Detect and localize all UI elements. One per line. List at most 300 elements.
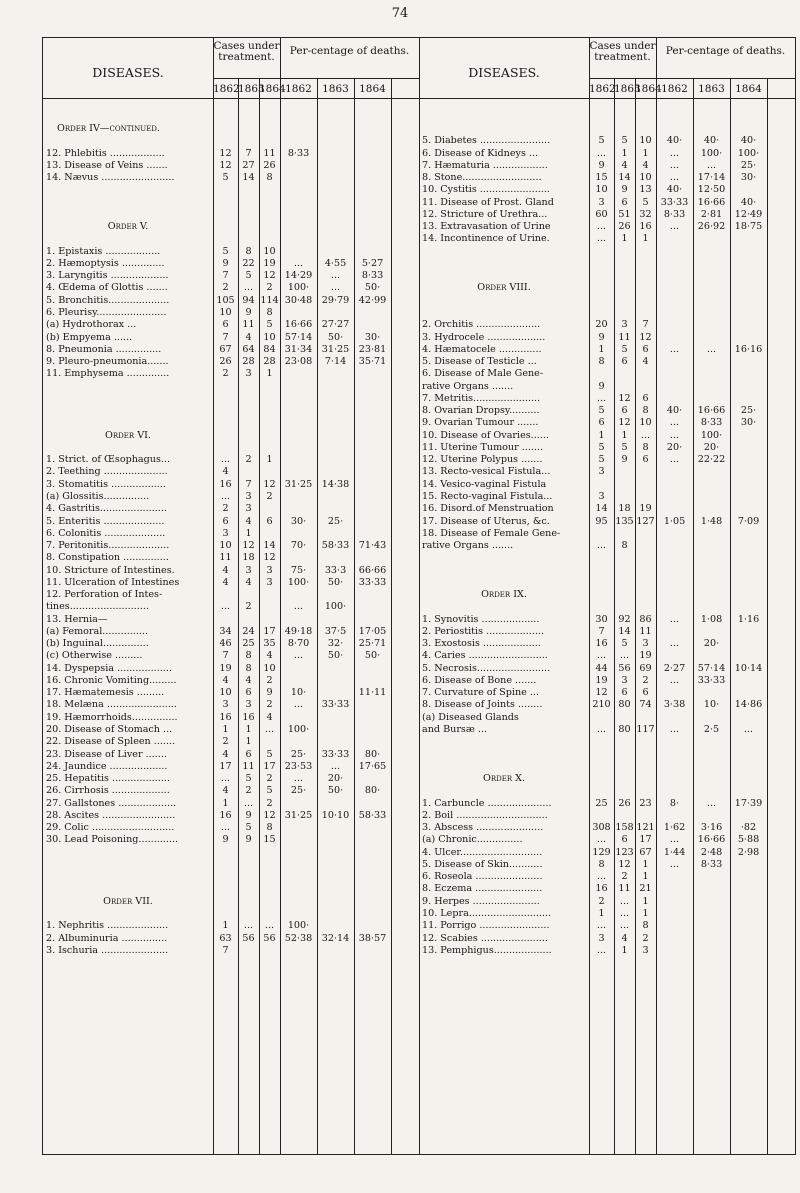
disease-name: 12. Perforation of Intes-: [46, 589, 163, 601]
table-row: [419, 614, 795, 626]
case-count: 5: [621, 441, 628, 453]
case-count: 9: [621, 454, 628, 466]
case-count: 6: [642, 454, 649, 466]
disease-name: 8. Disease of Joints ........: [422, 699, 543, 711]
death-percent: 42·99: [358, 294, 387, 306]
death-percent: 50·: [364, 282, 381, 294]
case-count: 12: [219, 147, 232, 159]
diseases-header: DISEASES.: [92, 65, 164, 80]
case-count: 16: [595, 638, 608, 650]
death-percent: 33·33: [660, 196, 689, 208]
case-count: 4: [245, 576, 252, 588]
case-count: 129: [592, 846, 611, 858]
case-count: 16: [639, 221, 652, 233]
table-row: [419, 442, 795, 454]
disease-name: 29. Colic ...........................: [46, 822, 175, 834]
disease-name: (b) Empyema ......: [46, 331, 133, 343]
death-percent: 100·: [287, 920, 310, 932]
table-row: [419, 344, 795, 356]
case-count: 1: [222, 797, 229, 809]
case-count: 12: [263, 478, 276, 490]
disease-name: 18. Disease of Female Gene-: [422, 527, 561, 539]
death-percent: 8·33: [700, 417, 723, 429]
case-count: 30: [595, 613, 608, 625]
disease-name: 3. Ischuria ......................: [46, 944, 169, 956]
header-rule: [43, 98, 419, 99]
disease-name: 3. Abscess ......................: [422, 822, 544, 834]
death-percent: 66·66: [358, 564, 387, 576]
case-count: 20: [595, 319, 608, 331]
case-count: 6: [621, 687, 628, 699]
disease-name: 13. Disease of Veins .......: [46, 159, 168, 171]
right-half: [419, 38, 795, 1154]
death-percent: 8·70: [287, 638, 310, 650]
death-percent: 16·16: [734, 343, 763, 355]
case-count: 1: [245, 527, 252, 539]
case-count: 19: [595, 674, 608, 686]
death-percent: 50·: [327, 785, 344, 797]
table-row: [419, 565, 795, 577]
table-row: [43, 785, 419, 797]
case-count: 12: [618, 417, 631, 429]
case-count: ...: [596, 871, 607, 883]
case-count: 3: [245, 503, 252, 515]
case-count: 6: [642, 392, 649, 404]
case-count: 2: [222, 503, 229, 515]
case-count: 5: [222, 245, 229, 257]
disease-name: 23. Disease of Liver .......: [46, 748, 167, 760]
order-heading: Order VII.: [103, 895, 153, 907]
case-count: 56: [242, 932, 255, 944]
death-percent: 30·: [364, 331, 381, 343]
case-count: ...: [264, 920, 275, 932]
case-count: 2: [266, 699, 273, 711]
disease-name: 4. Gastritis......................: [46, 503, 167, 515]
table-row: [43, 859, 419, 871]
disease-name: 2. Albuminuria ...............: [46, 932, 168, 944]
case-count: ...: [220, 773, 231, 785]
table-row: [43, 246, 419, 258]
case-count: 2: [245, 785, 252, 797]
disease-name: (a) Chronic...............: [422, 834, 523, 846]
disease-name: 5. Diabetes .......................: [422, 135, 551, 147]
case-count: 24: [242, 625, 255, 637]
table-row: [419, 160, 795, 172]
disease-name: (a) Diseased Glands: [422, 711, 519, 723]
death-percent: 25·: [290, 785, 307, 797]
table-row: [419, 859, 795, 871]
death-percent: 31·25: [284, 809, 313, 821]
death-percent: 50·: [364, 650, 381, 662]
table-row: [419, 332, 795, 344]
table-row: [419, 663, 795, 675]
disease-name: 13. Hernia—: [46, 613, 108, 625]
case-count: 11: [639, 625, 652, 637]
table-row: [43, 160, 419, 172]
case-count: 8: [642, 405, 649, 417]
case-count: 10: [639, 135, 652, 147]
death-percent: 18·75: [734, 221, 763, 233]
percent-header: Per-centage of deaths.: [665, 45, 786, 57]
case-count: 9: [245, 809, 252, 821]
death-percent: 25·: [740, 405, 757, 417]
disease-name: 4. Hæmatocele ..............: [422, 343, 542, 355]
death-percent: 16·66: [284, 319, 313, 331]
disease-name: 9. Ovarian Tumour .......: [422, 417, 539, 429]
case-count: 5: [598, 441, 605, 453]
disease-name: rative Organs .......: [422, 380, 514, 392]
death-percent: ...: [293, 773, 304, 785]
death-percent: 1·16: [737, 613, 760, 625]
table-row: [43, 810, 419, 822]
disease-name: 14. Incontinence of Urine.: [422, 233, 550, 245]
disease-name: 7. Metritis......................: [422, 392, 541, 404]
case-count: 6: [621, 405, 628, 417]
death-percent: 1·48: [700, 515, 723, 527]
disease-name: 2. Hæmoptysis ..............: [46, 257, 165, 269]
death-percent: 20·: [327, 773, 344, 785]
case-count: ...: [596, 724, 607, 736]
table-row: [419, 810, 795, 822]
case-count: 8: [598, 858, 605, 870]
death-percent: 75·: [290, 564, 307, 576]
table-row: [43, 834, 419, 846]
case-count: 12: [639, 331, 652, 343]
case-count: 8: [266, 822, 273, 834]
table-row: [43, 503, 419, 515]
death-percent: 52·38: [284, 932, 313, 944]
case-count: 10: [595, 184, 608, 196]
death-percent: ...: [330, 270, 341, 282]
death-percent: ...: [669, 429, 680, 441]
case-count: 9: [245, 834, 252, 846]
case-count: ...: [596, 233, 607, 245]
case-count: 11: [219, 552, 232, 564]
table-row: [43, 295, 419, 307]
table-row: [43, 773, 419, 785]
disease-name: 26. Cirrhosis ...................: [46, 785, 170, 797]
case-count: 2: [222, 368, 229, 380]
case-count: 7: [598, 625, 605, 637]
disease-name: 22. Disease of Spleen .......: [46, 736, 176, 748]
case-count: 1: [245, 736, 252, 748]
table-row: [43, 699, 419, 711]
case-count: 12: [618, 858, 631, 870]
death-percent: 58·33: [358, 809, 387, 821]
death-percent: 1·08: [700, 613, 723, 625]
case-count: 6: [245, 748, 252, 760]
case-count: 4: [642, 159, 649, 171]
death-percent: 31·34: [284, 343, 313, 355]
table-row: [419, 724, 795, 736]
death-percent: 8·33: [663, 208, 686, 220]
case-count: 12: [595, 687, 608, 699]
case-count: ...: [220, 822, 231, 834]
disease-name: 1. Carbuncle .....................: [422, 797, 552, 809]
case-count: 9: [266, 687, 273, 699]
case-count: 6: [222, 319, 229, 331]
case-count: 8: [266, 306, 273, 318]
case-count: 14: [618, 625, 631, 637]
case-count: 1: [642, 895, 649, 907]
disease-name: 6. Pleurisy.......................: [46, 306, 167, 318]
table-row: [43, 332, 419, 344]
death-percent: 40·: [740, 196, 757, 208]
death-percent: 25·: [327, 515, 344, 527]
disease-name: (c) Otherwise .........: [46, 650, 143, 662]
case-count: 26: [219, 356, 232, 368]
table-row: [43, 540, 419, 552]
table-row: [419, 920, 795, 932]
death-percent: 100·: [287, 576, 310, 588]
death-percent: 57·14: [697, 662, 726, 674]
case-count: 1: [621, 429, 628, 441]
death-percent: ...: [330, 760, 341, 772]
death-percent: ...: [669, 172, 680, 184]
case-count: 4: [245, 674, 252, 686]
case-count: ...: [619, 895, 630, 907]
disease-name: tines..........................: [46, 601, 149, 613]
case-count: 32: [639, 208, 652, 220]
table-row: [419, 773, 795, 785]
case-count: 7: [642, 319, 649, 331]
table-row: [43, 466, 419, 478]
case-count: 105: [216, 294, 235, 306]
table-row: [419, 258, 795, 270]
disease-name: 12. Stricture of Urethra...: [422, 208, 548, 220]
table-row: [43, 933, 419, 945]
case-count: 5: [245, 822, 252, 834]
case-count: 8: [598, 356, 605, 368]
death-percent: ...: [293, 257, 304, 269]
disease-name: 6. Disease of Male Gene-: [422, 368, 544, 380]
death-percent: ...: [669, 454, 680, 466]
disease-name: 11. Ulceration of Intestines: [46, 576, 180, 588]
death-percent: 23·81: [358, 343, 387, 355]
death-percent: 10·: [703, 699, 720, 711]
death-percent: ...: [669, 638, 680, 650]
case-count: 1: [621, 233, 628, 245]
table-row: [419, 736, 795, 748]
case-count: 16: [219, 809, 232, 821]
death-percent: 80·: [364, 748, 381, 760]
disease-name: 2. Periostitis ...................: [422, 625, 545, 637]
death-percent: 20·: [703, 638, 720, 650]
case-count: ...: [220, 454, 231, 466]
case-count: 92: [618, 613, 631, 625]
case-count: 8: [245, 662, 252, 674]
case-count: ...: [619, 920, 630, 932]
case-count: ...: [596, 944, 607, 956]
case-count: 135: [615, 515, 634, 527]
table-row: [419, 687, 795, 699]
case-count: 121: [636, 822, 655, 834]
table-row: [419, 368, 795, 380]
case-count: 18: [618, 503, 631, 515]
disease-name: (a) Femoral...............: [46, 625, 149, 637]
case-count: 14: [263, 540, 276, 552]
death-percent: 11·11: [358, 687, 387, 699]
disease-name: 8. Ovarian Dropsy..........: [422, 405, 540, 417]
case-count: 95: [595, 515, 608, 527]
case-count: 8: [245, 245, 252, 257]
table-row: [43, 589, 419, 601]
death-percent: 58·33: [321, 540, 350, 552]
case-count: 60: [595, 208, 608, 220]
case-count: 3: [245, 564, 252, 576]
case-count: 16: [219, 711, 232, 723]
death-percent: 16·66: [697, 196, 726, 208]
row-list: [419, 123, 795, 957]
death-percent: 50·: [327, 576, 344, 588]
table-row: [43, 822, 419, 834]
case-count: 1: [642, 858, 649, 870]
case-count: 6: [621, 356, 628, 368]
case-count: 5: [245, 270, 252, 282]
case-count: 25: [595, 797, 608, 809]
case-count: 15: [595, 172, 608, 184]
death-percent: 2·27: [663, 662, 686, 674]
death-percent: ...: [669, 343, 680, 355]
case-count: 1: [245, 724, 252, 736]
death-percent: 2·98: [737, 846, 760, 858]
case-count: 3: [245, 699, 252, 711]
disease-name: 2. Teething .....................: [46, 466, 168, 478]
case-count: 3: [222, 527, 229, 539]
disease-name: 14. Dyspepsia ..................: [46, 662, 172, 674]
case-count: 3: [245, 490, 252, 502]
case-count: ...: [596, 540, 607, 552]
case-count: 5: [266, 319, 273, 331]
case-count: 11: [618, 883, 631, 895]
table-row: [419, 675, 795, 687]
case-count: 11: [242, 319, 255, 331]
death-percent: 57·14: [284, 331, 313, 343]
case-count: 1: [621, 147, 628, 159]
table-row: [43, 282, 419, 294]
disease-name: 2. Orchitis .....................: [422, 319, 541, 331]
death-percent: 20·: [703, 441, 720, 453]
death-percent: ...: [669, 147, 680, 159]
disease-name: 6. Disease of Bone .......: [422, 674, 537, 686]
case-count: 19: [639, 503, 652, 515]
table-row: [43, 577, 419, 589]
death-percent: 8·33: [361, 270, 384, 282]
case-count: 4: [222, 748, 229, 760]
case-count: 1: [621, 944, 628, 956]
case-count: 1: [222, 724, 229, 736]
death-percent: 30·: [290, 515, 307, 527]
case-count: 14: [242, 172, 255, 184]
table-row: [419, 540, 795, 552]
death-percent: 30·: [740, 417, 757, 429]
disease-name: 18. Melæna .......................: [46, 699, 177, 711]
death-percent: 25·: [740, 159, 757, 171]
case-count: 6: [642, 687, 649, 699]
disease-name: 5. Bronchitis....................: [46, 294, 170, 306]
order-heading: Order IV—continued.: [57, 123, 160, 134]
disease-name: 10. Disease of Ovaries......: [422, 429, 549, 441]
case-count: 26: [618, 221, 631, 233]
disease-name: 14. Nævus ........................: [46, 172, 175, 184]
case-count: 210: [592, 699, 611, 711]
death-percent: 2·5: [703, 724, 720, 736]
death-percent: 22·22: [697, 454, 726, 466]
table-row: [43, 736, 419, 748]
table-row: [43, 405, 419, 417]
death-percent: 49·18: [284, 625, 313, 637]
death-percent: 14·38: [321, 478, 350, 490]
death-percent: ...: [669, 834, 680, 846]
case-count: 4: [266, 711, 273, 723]
disease-name: 4. Œdema of Glottis .......: [46, 282, 168, 294]
death-percent: 40·: [666, 405, 683, 417]
year-header: 1864: [359, 83, 386, 95]
death-percent: 100·: [287, 724, 310, 736]
table-row: [43, 368, 419, 380]
death-percent: 40·: [703, 135, 720, 147]
death-percent: 8·: [669, 797, 680, 809]
case-count: 3: [266, 564, 273, 576]
death-percent: ...: [706, 797, 717, 809]
death-percent: 31·25: [321, 343, 350, 355]
table-row: [419, 479, 795, 491]
case-count: 114: [260, 294, 279, 306]
year-header: 1862: [285, 83, 312, 95]
table-row: [43, 687, 419, 699]
case-count: 2: [266, 797, 273, 809]
case-count: ...: [596, 147, 607, 159]
table-row: [43, 650, 419, 662]
case-count: 6: [598, 417, 605, 429]
disease-name: 1. Strict. of Œsophagus...: [46, 454, 171, 466]
disease-name: 17. Disease of Uterus, &c.: [422, 515, 550, 527]
table-row: [43, 761, 419, 773]
death-percent: ...: [293, 699, 304, 711]
table-row: [419, 871, 795, 883]
disease-name: 16. Disord.of Menstruation: [422, 503, 554, 515]
table-row: [419, 896, 795, 908]
table-row: [43, 148, 419, 160]
header-rule: [419, 98, 795, 99]
table-row: [43, 184, 419, 196]
table-row: [419, 834, 795, 846]
case-count: 67: [219, 343, 232, 355]
case-count: 16: [242, 711, 255, 723]
disease-name: 5. Disease of Testicle ...: [422, 356, 537, 368]
year-header: 1863: [698, 83, 725, 95]
disease-name: 4. Ulcer...........................: [422, 846, 543, 858]
disease-name: 11. Uterine Tumour .......: [422, 441, 544, 453]
case-count: 3: [245, 368, 252, 380]
case-count: 7: [222, 944, 229, 956]
death-percent: ...: [669, 858, 680, 870]
table-row: [43, 614, 419, 626]
case-count: 10: [639, 417, 652, 429]
table-row: [43, 221, 419, 233]
death-percent: ...: [669, 613, 680, 625]
death-percent: ...: [706, 159, 717, 171]
case-count: 1: [642, 871, 649, 883]
table-row: [419, 589, 795, 601]
disease-name: 19. Hæmorrhoids...............: [46, 711, 178, 723]
death-percent: 33·3: [324, 564, 347, 576]
case-count: 8: [245, 650, 252, 662]
disease-name: 9. Pleuro-pneumonia.......: [46, 356, 169, 368]
table-row: [419, 282, 795, 294]
case-count: 9: [245, 306, 252, 318]
case-count: 80: [618, 699, 631, 711]
